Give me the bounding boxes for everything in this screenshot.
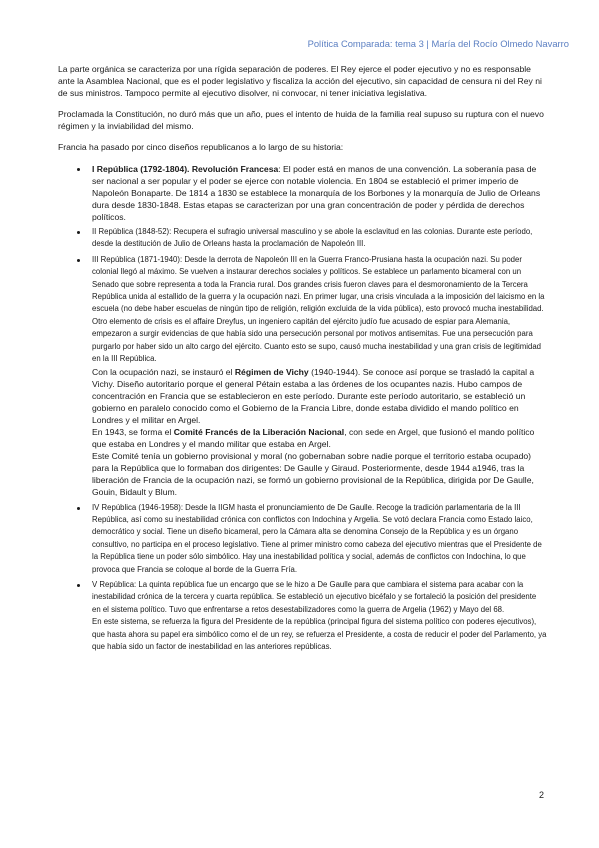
third-republic-text: III República (1871-1940): Desde la derrota de Napoleón III en la Guerra Franco-Prusiana hasta la ocupación nazi. Su poder colonial llegó al máximo. Se vuelven a instaurar derechos sociales y políticos. Se establece un parlamento bicameral con un Senado que sobre representa a toda la Francia rural. Dos grandes crisis fueron claves para el desmoronamiento de la Tercera República unida al estallido de la guerra y la ocupación nazi. En primer lugar, una crisis vinculada a la imposición del laicismo en la escuela (no debe haber escuelas de ningún tipo de religión, religión excluida de la vida pública), esto provocó mucha inestabilidad. Otro elemento de crisis es el affaire Dreyfus, un ingeniero capitán del ejército judío fue acusado de espiar para Alemania, empezaron a surgir evidencias de que había sido una persecución personal por motivos antisemitas. Fue una persecución para purgarlo por haber sido un alto cargo del ejército. Cuanto esto se supo, causó mucha inestabilidad y una gran crisis de legitimidad en la III República.: [92, 254, 545, 364]
page-number: 2: [538, 790, 544, 800]
comite-post: , con sede en Argel, que fusionó el mando político que estaba en Londres y el mando militar que estaba en Argel.: [92, 426, 535, 450]
document-body: [58, 63, 547, 656]
vichy-title: Régimen de Vichy: [234, 366, 309, 377]
list-item-first-republic: [58, 163, 547, 223]
vichy-post: (1940-1944). Se conoce así porque se trasladó la capital a Vichy. Diseño autoritario porque el general Pétain estaba a las órdenes de los ocupantes nazis. Hubo campos de concentración en Francia que se establecieron en este período. Durante este período autoritario, se estableció un gobierno en paralelo conocido como el Gobierno de la Francia Libre, donde estaba dividido el mando político en Londres y el militar en Argel.: [92, 366, 535, 425]
bullet-icon: [77, 584, 80, 587]
list-item-fifth-republic: [58, 579, 547, 653]
list-item-second-republic: [58, 226, 547, 251]
comite-pre: En 1943, se forma el: [92, 426, 174, 437]
bullet-icon: [77, 259, 80, 262]
comite-title: Comité Francés de la Liberación Nacional: [173, 426, 345, 437]
first-republic-text: : El poder está en manos de una convención. La soberanía pasa de ser nacional a ser popular y el poder se ejerce con notable violencia. En 1804 se estableció el primer imperio de Napoleón Bonaparte. De 1814 a 1830 se establece la monarquía de los Borbones y la monarquía de Julio de Orleans dura desde 1830-1848. Estas etapas se caracterizan por una gran concentración de poder y pérdida de derechos políticos.: [92, 163, 541, 222]
comite-paragraph: [92, 426, 547, 450]
list-item-fourth-republic: [58, 502, 547, 576]
bullet-icon: [77, 168, 80, 171]
paragraph-constitution: Proclamada la Constitución, no duró más que un año, pues el intento de huida de la familia real supuso su ruptura con el nuevo régimen y la inviabilidad del mismo.: [58, 109, 544, 132]
first-republic-title: I República (1792-1804). Revolución Francesa: [92, 163, 279, 174]
vichy-pre: Con la ocupación nazi, se instauró el: [92, 366, 235, 377]
fifth-republic-continuation: En este sistema, se refuerza la figura del Presidente de la república (principal figura del sistema político con poderes ejecutivos), que hasta ahora su papel era simbólico como el de un rey, se refuerza el Presidente, a costa de reducir el poder del Parlamento, ya que había sido un factor de inestabilidad en las anteriores repúblicas.: [92, 617, 547, 651]
bullet-icon: [77, 507, 80, 510]
fourth-republic-text: IV República (1946-1958): Desde la IIGM hasta el pronunciamiento de De Gaulle. Recoge la tradición parlamentaria de la III República, así como su inestabilidad crónica con conflictos con Indochina y Argelia. Se votó declara Francia como Estado laico, democrático y social. Tiene un diseño bicameral, pero la Cámara alta se denomina Consejo de la República y es un órgano consultivo, no participa en el proceso legislativo. Tiene al primer ministro como cabeza del ejecutivo mientras que el Presidente de la República tiene un poder sólo simbólico. Hay una inestabilidad política y social, además de conflictos con Indochina, lo que provoca que Francia se coloque al borde de la Guerra Fría.: [92, 502, 542, 574]
paragraph-organic-part: La parte orgánica se caracteriza por una rígida separación de poderes. El Rey ejerce el poder ejecutivo y no es responsable ante la Asamblea Nacional, que es el poder legislativo y fiscaliza la acción del ejecutivo, sin capacidad de censura ni del Rey ni de sus ministros. Tampoco permite al ejecutivo disolver, ni convocar, ni tener iniciativa legislativa.: [58, 64, 542, 99]
paragraph-republics-intro: Francia ha pasado por cinco diseños republicanos a lo largo de su historia:: [58, 142, 344, 153]
fifth-republic-text: V República: La quinta república fue un encargo que se le hizo a De Gaulle para que cambiara el sistema para acabar con la inestabilidad crónica de la tercera y cuarta república. Se estableció un ejecutivo bicéfalo y se fortaleció la posición del presidente en el sistema político. Tuvo que enfrentarse a retos desestabilizadores como la guerra de Argelia (1962) y Mayo del 68.: [92, 579, 537, 614]
list-item-third-republic: [58, 254, 547, 499]
vichy-paragraph: [92, 366, 547, 426]
bullet-icon: [77, 231, 80, 234]
provisional-government-paragraph: Este Comité tenía un gobierno provisional y moral (no gobernaban sobre nadie porque el territorio estaba ocupado) para la República que lo formaban dos dirigentes: De Gaulle y Giraud. Posteriormente, desde 1944 a1946, tras la liberación de Francia de la ocupación nazi, se formó un gobierno provisional de la República, dirigida por De Gaulle, Gouin, Bidault y Blum.: [92, 451, 534, 498]
second-republic-text: II República (1848-52): Recupera el sufragio universal masculino y se abole la esclavitud en las colonias. Durante este período, desde la destitución de Julio de Orleans hasta la proclamación de Napoleón III.: [92, 227, 533, 249]
republics-list: [58, 163, 547, 654]
running-header: Política Comparada: tema 3 | María del Rocío Olmedo Navarro: [307, 38, 569, 49]
